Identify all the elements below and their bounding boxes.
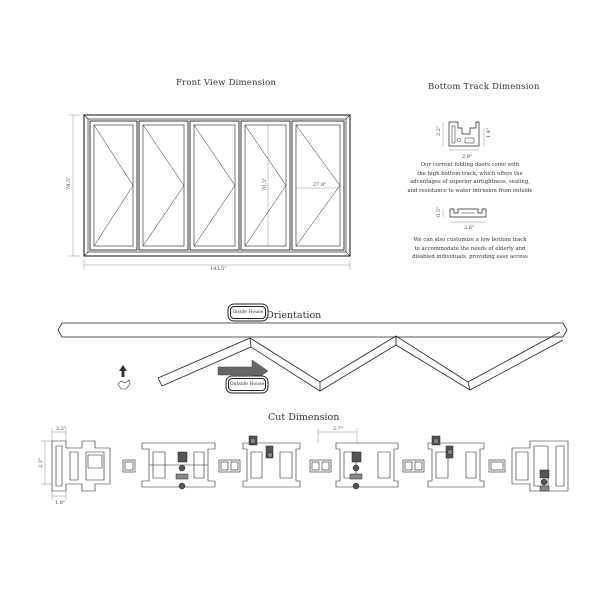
cut-dimension-lines [41,428,357,500]
hinge-2 [249,436,273,458]
inner-height-dimension: 70.5" [262,177,268,191]
cut-middle-dim: 2.7" [333,426,344,432]
gasket-2 [219,460,240,472]
hinge-3 [350,452,362,489]
gasket-1 [123,460,135,472]
profile-panel-1 [142,443,215,487]
bottom-track-title: Bottom Track Dimension [428,82,540,92]
hinge-hardware [176,436,549,491]
cut-top-left-dim: 2.2" [56,426,67,432]
outside-house-label: Outside House [228,378,266,391]
inside-house-label: Inside House [230,306,266,319]
panel-width-dimension: 27.8" [313,182,327,188]
hinge-4 [432,436,453,458]
gasket-5 [489,460,505,472]
cut-bottom-left-dim: 1.8" [55,500,66,506]
low-track-height: 0.5" [436,206,442,217]
front-view-title: Front View Dimension [176,78,277,88]
front-width-dimension: 143.5" [210,266,227,272]
hinge-5 [540,470,549,491]
profile-panel-3 [336,443,398,487]
profile-panel-4 [428,443,484,487]
orientation-title: Orientation [266,310,322,321]
profile-frame-left [52,441,110,491]
high-track-width: 2.9" [462,154,473,160]
profile-frame-right [512,441,568,491]
low-track-width: 2.6" [464,225,475,231]
hinge-1 [176,452,188,489]
high-track-height: 2.2" [436,125,442,136]
gasket-3 [310,460,331,472]
high-track-description: Our current folding doors come with the high bottom track, which offers the advantages of superior airtightness, sealing, and resistance to water intrusion from outside [407,162,533,194]
low-track-description: We can also customize a low bottom track to accommodate the needs of elderly and disabled individuals, providing easy access [412,237,528,261]
high-track-inner: 1.4" [486,127,492,138]
cut-side-left-dim: 2.3" [38,457,44,468]
cut-dimension-title: Cut Dimension [268,412,340,423]
front-height-dimension: 78.5" [66,176,72,190]
gasket-4 [403,460,424,472]
